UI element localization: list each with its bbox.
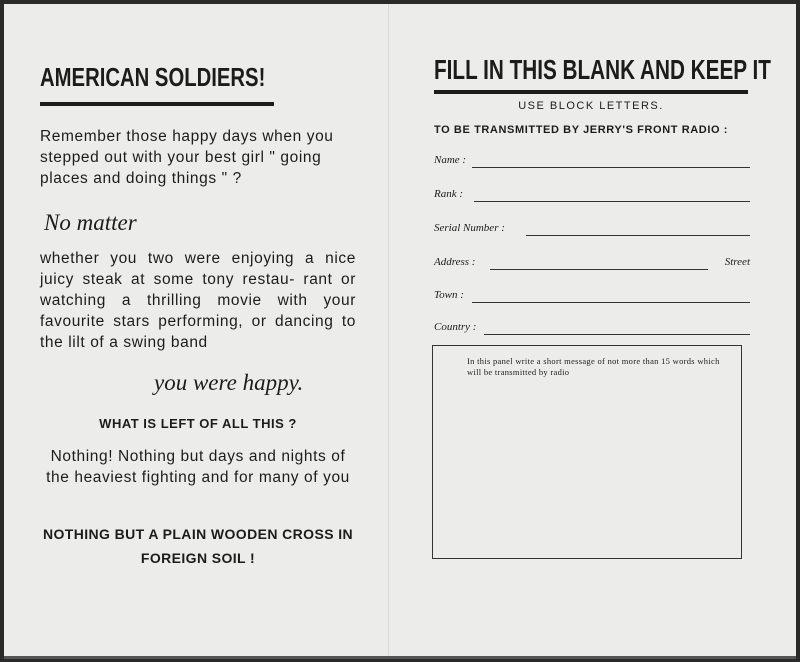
town-field[interactable]	[434, 289, 750, 305]
paragraph-nothing: Nothing! Nothing but days and nights of the heaviest fighting and for many of you	[46, 448, 350, 486]
message-panel-instruction: In this panel write a short message of not more than 15 words which will be transmitted by radio	[467, 356, 720, 377]
serial-number-line[interactable]	[526, 235, 750, 236]
wooden-cross-closing: NOTHING BUT A PLAIN WOODEN CROSS IN FOREIGN SOIL !	[42, 526, 354, 566]
address-field[interactable]	[434, 256, 750, 272]
rank-label: Rank :	[434, 188, 464, 200]
country-line[interactable]	[484, 334, 750, 335]
name-field[interactable]	[434, 154, 750, 170]
what-is-left-question: WHAT IS LEFT OF ALL THIS ?	[99, 416, 297, 431]
right-title: FILL IN THIS BLANK AND KEEP IT	[434, 54, 771, 85]
paragraph-steak-movie: whether you two were enjoying a nice juicy steak at some tony restau- rant or watching a thrilling movie with your favourite stars performing, or dancing to the lilt of a swing band	[40, 250, 356, 351]
message-panel[interactable]	[432, 345, 742, 559]
name-line[interactable]	[472, 167, 750, 168]
paragraph-happy-days: Remember those happy days when you stepped out with your best girl " going places and doing things " ?	[40, 128, 334, 187]
address-label: Address :	[434, 256, 476, 268]
left-title: AMERICAN SOLDIERS!	[40, 62, 266, 92]
town-label: Town :	[434, 289, 464, 301]
serial-number-label: Serial Number :	[434, 222, 505, 234]
fold-line	[388, 4, 389, 656]
serial-number-field[interactable]	[434, 222, 750, 238]
street-label: Street	[724, 256, 750, 268]
address-line[interactable]	[490, 269, 708, 270]
leaflet-sheet	[4, 4, 796, 659]
right-title-rule	[434, 90, 748, 94]
left-title-rule	[40, 102, 274, 106]
transmit-instruction: TO BE TRANSMITTED BY JERRY'S FRONT RADIO :	[434, 124, 729, 136]
you-were-happy-text: you were happy.	[154, 370, 304, 395]
country-field[interactable]	[434, 321, 750, 337]
country-label: Country :	[434, 321, 477, 333]
block-letters-instruction: USE BLOCK LETTERS.	[518, 100, 664, 112]
town-line[interactable]	[472, 302, 750, 303]
rank-field[interactable]	[434, 188, 750, 204]
name-label: Name :	[434, 154, 467, 166]
no-matter-heading: No matter	[44, 210, 137, 235]
rank-line[interactable]	[474, 201, 750, 202]
